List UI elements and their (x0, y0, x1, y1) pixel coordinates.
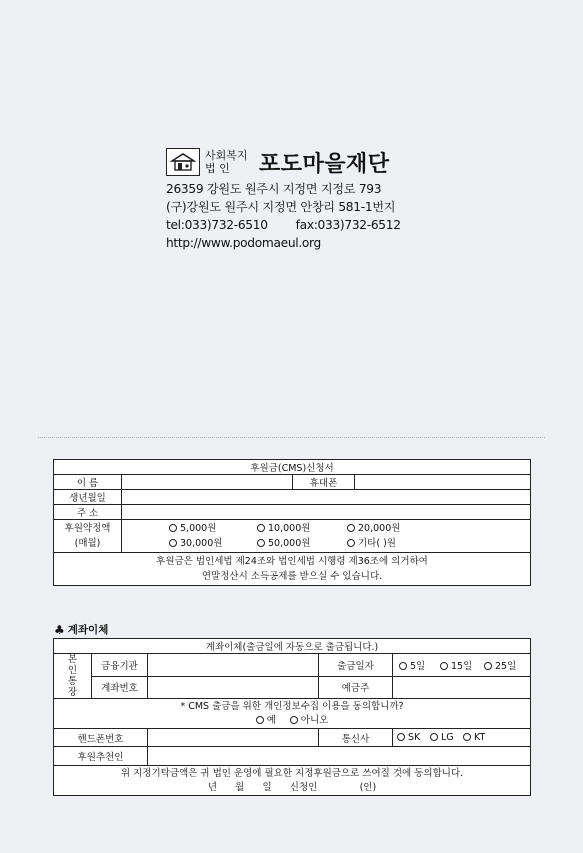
website-link[interactable]: http://www.podomaeul.org (166, 236, 321, 250)
club-icon: ♣ (54, 622, 65, 637)
agreement-row (54, 766, 531, 796)
amount-option-label: 10,000원 (268, 523, 311, 534)
yes-label: 예 (266, 714, 276, 726)
address-new: 26359 강원도 원주시 지정면 지정로 793 (166, 182, 382, 196)
cms-application-form (53, 459, 531, 586)
no-label: 아니오 (300, 714, 329, 726)
carrier-label: 통신사 (319, 729, 393, 747)
amount-option[interactable] (169, 536, 257, 551)
day-label: 15일 (451, 660, 473, 672)
org-contact (166, 180, 426, 252)
radio-circle-icon (257, 539, 265, 547)
radio-circle-icon (169, 524, 177, 532)
amount-label-line2: (매월) (74, 538, 101, 549)
phone-field[interactable] (355, 475, 531, 490)
consent-question: * CMS 출금을 위한 개인정보수집 이용을 동의합니까? (180, 700, 404, 712)
mobile-field[interactable] (148, 729, 319, 747)
bank-label: 금융기관 (92, 654, 148, 677)
transfer-title: 계좌이체(출금일에 자동으로 출금됩니다.) (54, 639, 531, 654)
amount-options (122, 520, 531, 553)
radio-circle-icon (290, 716, 298, 724)
amount-option[interactable] (169, 521, 257, 536)
side-char: 장 (67, 687, 78, 698)
radio-circle-icon (347, 524, 355, 532)
carrier-option[interactable] (430, 732, 463, 743)
amount-option[interactable] (257, 521, 347, 536)
birth-label: 생년월일 (54, 490, 122, 505)
carrier-name: SK (408, 732, 421, 743)
consent-row (54, 699, 531, 729)
amount-option-label: 기타( )원 (358, 538, 396, 549)
amount-option[interactable] (257, 536, 347, 551)
withdraw-days (393, 654, 531, 677)
day-option[interactable] (399, 658, 440, 672)
bank-field[interactable] (148, 654, 319, 677)
amount-option[interactable] (347, 536, 396, 551)
day-label: 5일 (410, 660, 426, 672)
radio-circle-icon (397, 733, 405, 741)
corp-type-line2: 법 인 (205, 162, 230, 175)
day-option[interactable] (440, 658, 484, 672)
foundation-logo-icon (166, 148, 200, 176)
carrier-option[interactable] (463, 732, 485, 743)
holder-field[interactable] (393, 676, 531, 699)
holder-label: 예금주 (319, 676, 393, 699)
amount-label-line1: 후원약정액 (64, 523, 111, 534)
phone-label: 휴대폰 (293, 475, 355, 490)
fax: fax:033)732-6512 (295, 218, 401, 232)
address-field[interactable] (122, 505, 531, 520)
tel-fax-row (166, 216, 426, 234)
amount-option-label: 50,000원 (268, 538, 311, 549)
section-title (54, 622, 108, 637)
name-label: 이 름 (54, 475, 122, 490)
radio-circle-icon (257, 524, 265, 532)
birth-field[interactable] (122, 490, 531, 505)
tax-notice (54, 553, 531, 586)
amount-option-label: 20,000원 (358, 523, 401, 534)
radio-circle-icon (399, 662, 407, 670)
side-char: 본 (67, 654, 78, 665)
consent-no[interactable] (290, 714, 329, 728)
org-header (166, 146, 426, 252)
amount-label (54, 520, 122, 553)
carrier-options (393, 729, 531, 747)
day-label: 25일 (495, 660, 517, 672)
account-label: 계좌번호 (92, 676, 148, 699)
carrier-name: KT (474, 732, 486, 743)
radio-circle-icon (169, 539, 177, 547)
radio-circle-icon (484, 662, 492, 670)
carrier-option[interactable] (397, 732, 430, 743)
radio-circle-icon (440, 662, 448, 670)
agreement-text: 위 지정기탁금액은 귀 법인 운영에 필요한 지정후원금으로 쓰여질 것에 동의합니다. (120, 767, 464, 779)
cut-line (38, 437, 545, 438)
day-option[interactable] (484, 658, 516, 672)
radio-circle-icon (463, 733, 471, 741)
referrer-field[interactable] (148, 747, 531, 766)
logo-row (166, 146, 426, 178)
radio-circle-icon (256, 716, 264, 724)
carrier-name: LG (441, 732, 454, 743)
mobile-label: 핸드폰번호 (54, 729, 148, 747)
amount-option-label: 5,000원 (180, 523, 217, 534)
side-char: 인 (67, 665, 78, 676)
account-field[interactable] (148, 676, 319, 699)
amount-option-label: 30,000원 (180, 538, 223, 549)
address-label: 주 소 (54, 505, 122, 520)
corp-type (205, 149, 255, 175)
signature-line: 년 월 일 신청인 (인) (207, 781, 377, 793)
section-title-text: 계좌이체 (67, 624, 109, 636)
bank-transfer-form (53, 638, 531, 796)
org-name: 포도마을재단 (259, 151, 390, 177)
corp-type-line1: 사회복지 (205, 149, 248, 162)
address-old: (구)강원도 원주시 지정면 안창리 581-1번지 (166, 200, 396, 214)
name-field[interactable] (122, 475, 293, 490)
own-account-label (54, 654, 92, 699)
withdraw-label: 출금일자 (319, 654, 393, 677)
radio-circle-icon (347, 539, 355, 547)
radio-circle-icon (430, 733, 438, 741)
tax-notice-line2: 연말정산시 소득공제를 받으실 수 있습니다. (201, 571, 383, 582)
amount-option[interactable] (347, 521, 400, 536)
tel: tel:033)732-6510 (166, 218, 268, 232)
form-title: 후원금(CMS)신청서 (54, 460, 531, 475)
tax-notice-line1: 후원금은 법인세법 제24조와 법인세법 시행령 제36조에 의거하여 (156, 556, 428, 567)
consent-yes[interactable] (256, 714, 290, 728)
referrer-label: 후원추천인 (54, 747, 148, 766)
side-char: 통 (67, 676, 78, 687)
